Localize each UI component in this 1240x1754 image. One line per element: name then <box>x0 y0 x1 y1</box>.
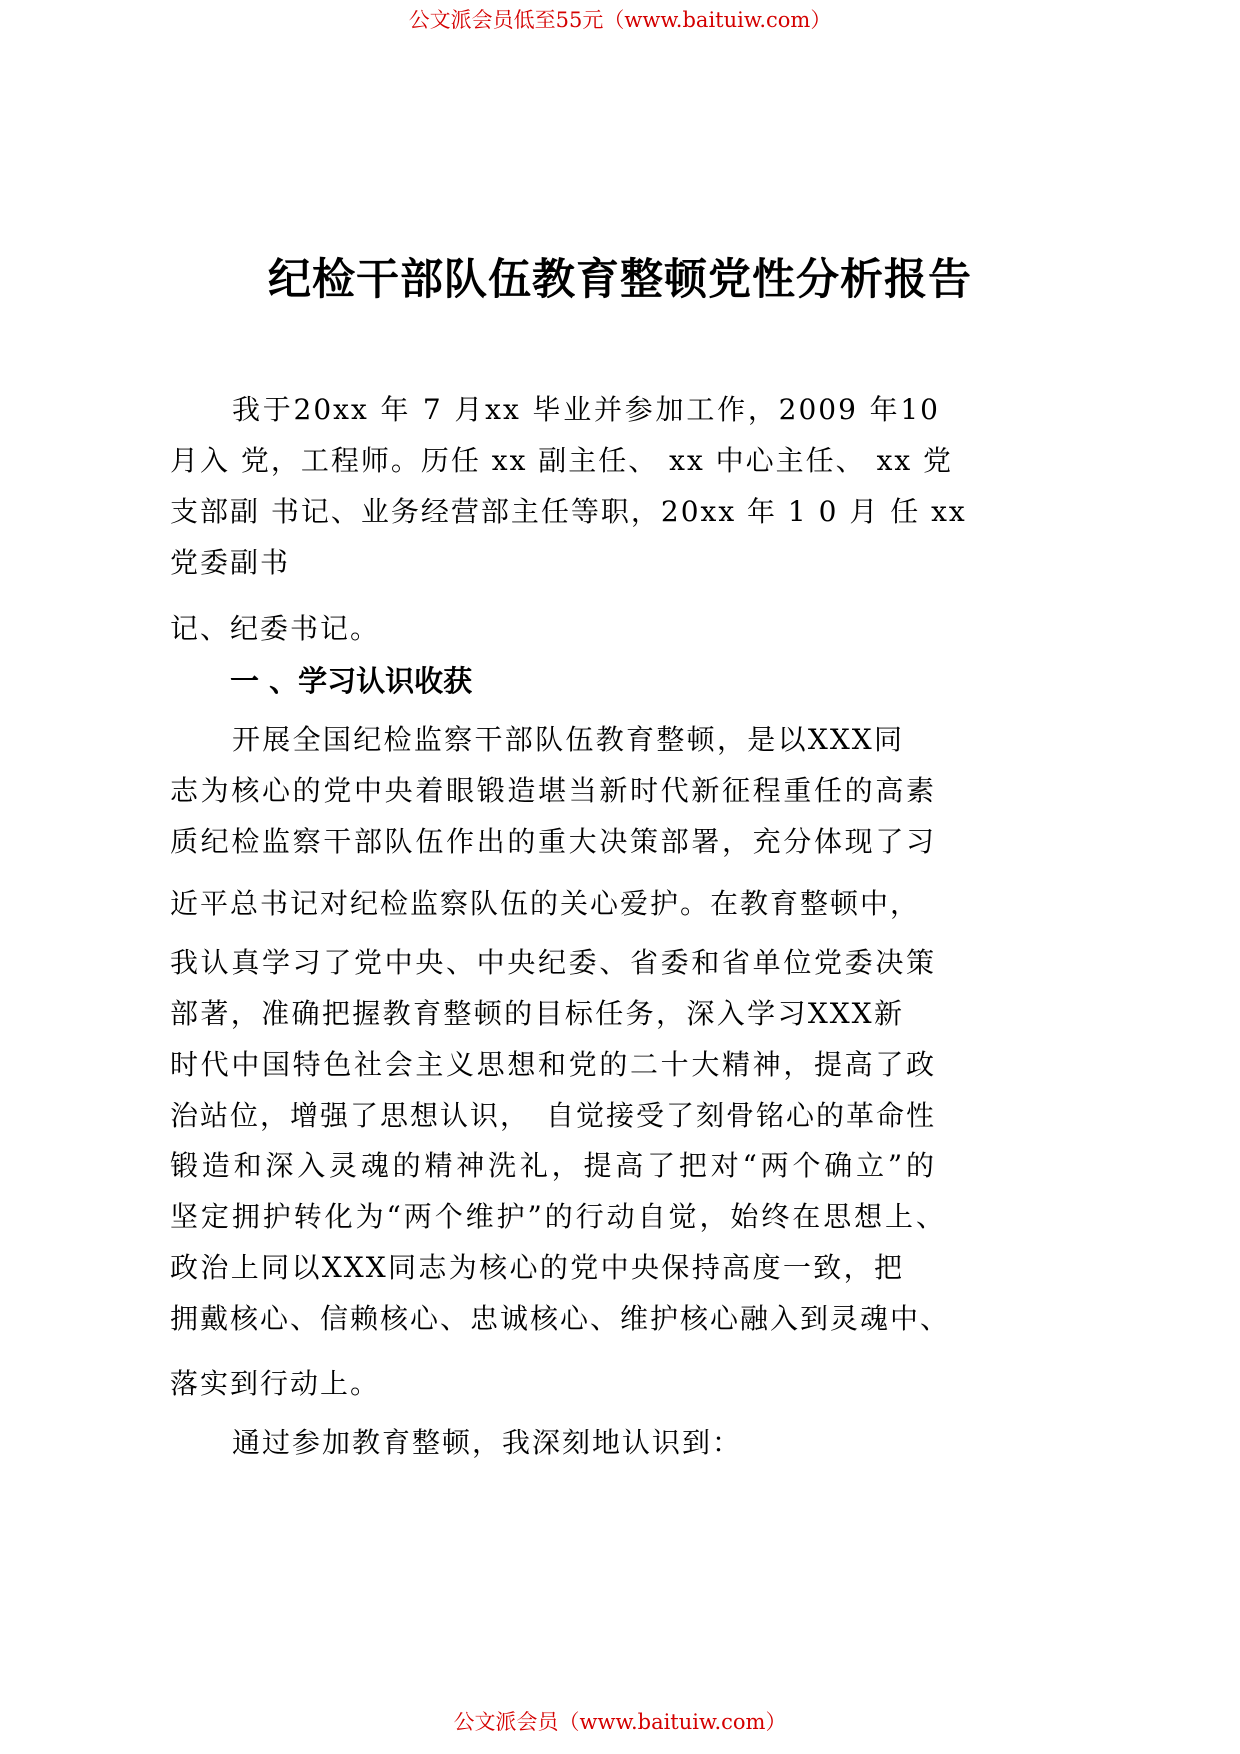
body-line: 治站位，增强了思想认识， 自觉接受了刻骨铭心的革命性 <box>170 1099 937 1132</box>
intro-line: 我于20xx 年 7 月xx 毕业并参加工作，2009 年10 <box>232 393 940 426</box>
body-line: 时代中国特色社会主义思想和党的二十大精神，提高了政 <box>170 1048 936 1081</box>
intro-line: 党委副书 <box>170 546 291 579</box>
body-line: 落实到行动上。 <box>170 1367 381 1400</box>
body-line: 志为核心的党中央着眼锻造堪当新时代新征程重任的高素 <box>170 774 936 807</box>
footer-watermark: 公文派会员（www.baituiw.com） <box>453 1710 787 1734</box>
body-line: 政治上同以XXX同志为核心的党中央保持高度一致，把 <box>170 1251 904 1284</box>
intro-line: 支部副 书记、业务经营部主任等职，20xx 年 1 0 月 任 xx <box>170 495 967 528</box>
intro-line: 记、纪委书记。 <box>170 612 381 645</box>
section-heading: 一 、学习认识收获 <box>230 664 473 698</box>
body-line: 开展全国纪检监察干部队伍教育整顿，是以XXX同 <box>232 723 904 756</box>
document-title: 纪检干部队伍教育整顿党性分析报告 <box>268 255 972 305</box>
body-line: 部著，准确把握教育整顿的目标任务，深入学习XXX新 <box>170 997 904 1030</box>
body-line: 拥戴核心、信赖核心、忠诚核心、维护核心融入到灵魂中、 <box>170 1302 951 1335</box>
intro-line: 月入 党，工程师。历任 xx 副主任、 xx 中心主任、 xx 党 <box>170 444 954 477</box>
body-line: 质纪检监察干部队伍作出的重大决策部署，充分体现了习 <box>170 825 936 858</box>
body-line: 锻造和深入灵魂的精神洗礼，提高了把对“两个确立”的 <box>170 1149 936 1182</box>
body-line: 通过参加教育整顿，我深刻地认识到： <box>232 1426 743 1459</box>
body-line: 坚定拥护转化为“两个维护”的行动自觉，始终在思想上、 <box>170 1200 946 1233</box>
body-line: 我认真学习了党中央、中央纪委、省委和省单位党委决策 <box>170 946 936 979</box>
header-watermark: 公文派会员低至55元（www.baituiw.com） <box>408 8 832 32</box>
body-line: 近平总书记对纪检监察队伍的关心爱护。在教育整顿中， <box>170 887 921 920</box>
